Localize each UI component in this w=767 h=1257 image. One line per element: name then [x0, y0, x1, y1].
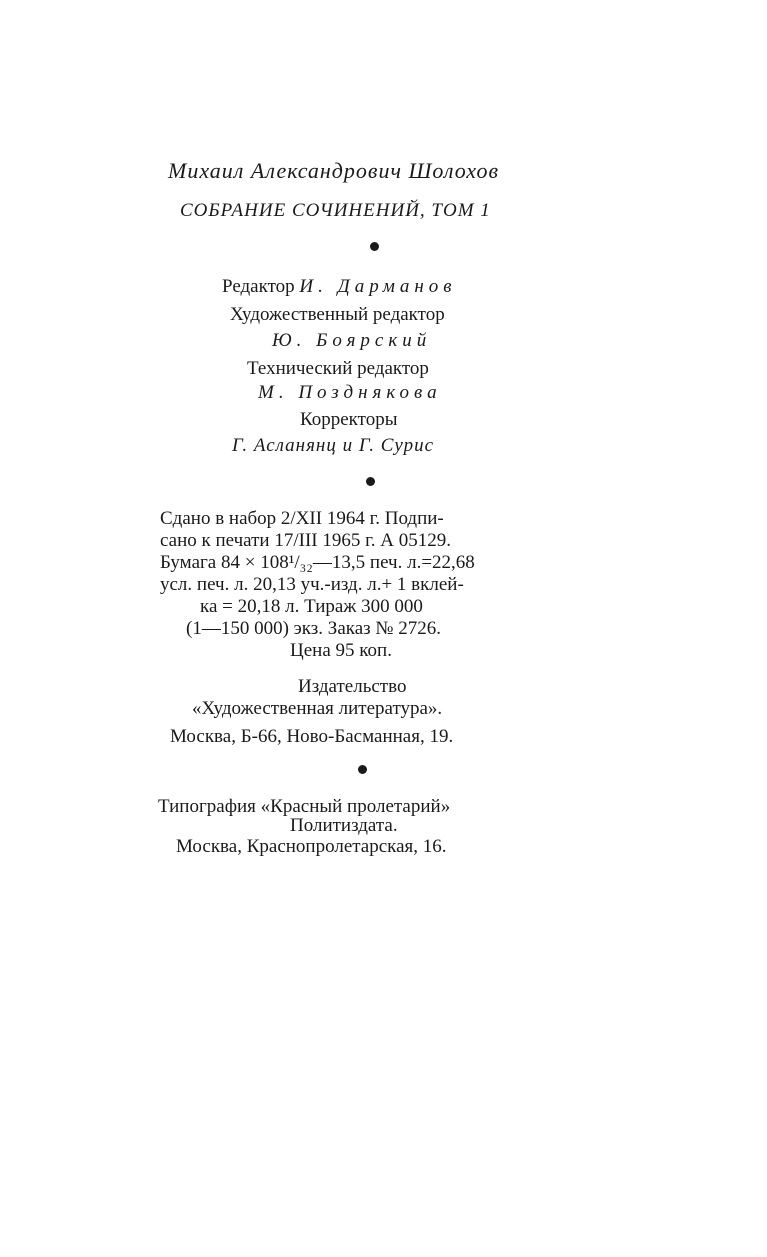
printer-org: Политиздата. [290, 815, 398, 836]
imprint-line-7: Цена 95 коп. [290, 640, 392, 661]
printer-name: Типография «Красный пролетарий» [158, 796, 451, 817]
proofreaders-names: Г. Асланянц и Г. Сурис [232, 435, 434, 456]
imprint-line-1: Сдано в набор 2/XII 1964 г. Подпи- [160, 508, 444, 529]
tech-editor-label: Технический редактор [247, 358, 429, 379]
editor-name: И. Дарманов [299, 276, 457, 297]
imprint-line-4: усл. печ. л. 20,13 уч.-изд. л.+ 1 вклей- [160, 574, 464, 595]
proofreaders-label: Корректоры [300, 409, 398, 430]
author-name: Михаил Александрович Шолохов [168, 158, 500, 183]
art-editor-name: Ю. Боярский [272, 330, 432, 351]
imprint-line-2: сано к печати 17/III 1965 г. А 05129. [160, 530, 451, 551]
imprint-line-6: (1—150 000) экз. Заказ № 2726. [186, 618, 442, 639]
separator-dot-2 [366, 477, 375, 486]
imprint-line-5: ка = 20,18 л. Тираж 300 000 [200, 596, 423, 617]
editor-line [222, 276, 457, 298]
separator-dot-3 [358, 765, 367, 774]
publisher-address: Москва, Б-66, Ново-Басманная, 19. [170, 726, 454, 747]
work-title: СОБРАНИЕ СОЧИНЕНИЙ, ТОМ 1 [180, 200, 491, 221]
publisher-label: Издательство [298, 676, 407, 697]
tech-editor-name: М. Позднякова [258, 382, 442, 403]
printer-address: Москва, Краснопролетарская, 16. [176, 836, 447, 857]
publisher-name: «Художественная литература». [192, 698, 443, 719]
editor-label: Редактор [222, 276, 295, 297]
separator-dot-1 [370, 242, 379, 251]
imprint-line-3: Бумага 84 × 108¹/₃₂—13,5 печ. л.=22,68 [160, 552, 475, 573]
art-editor-label: Художественный редактор [230, 304, 445, 325]
